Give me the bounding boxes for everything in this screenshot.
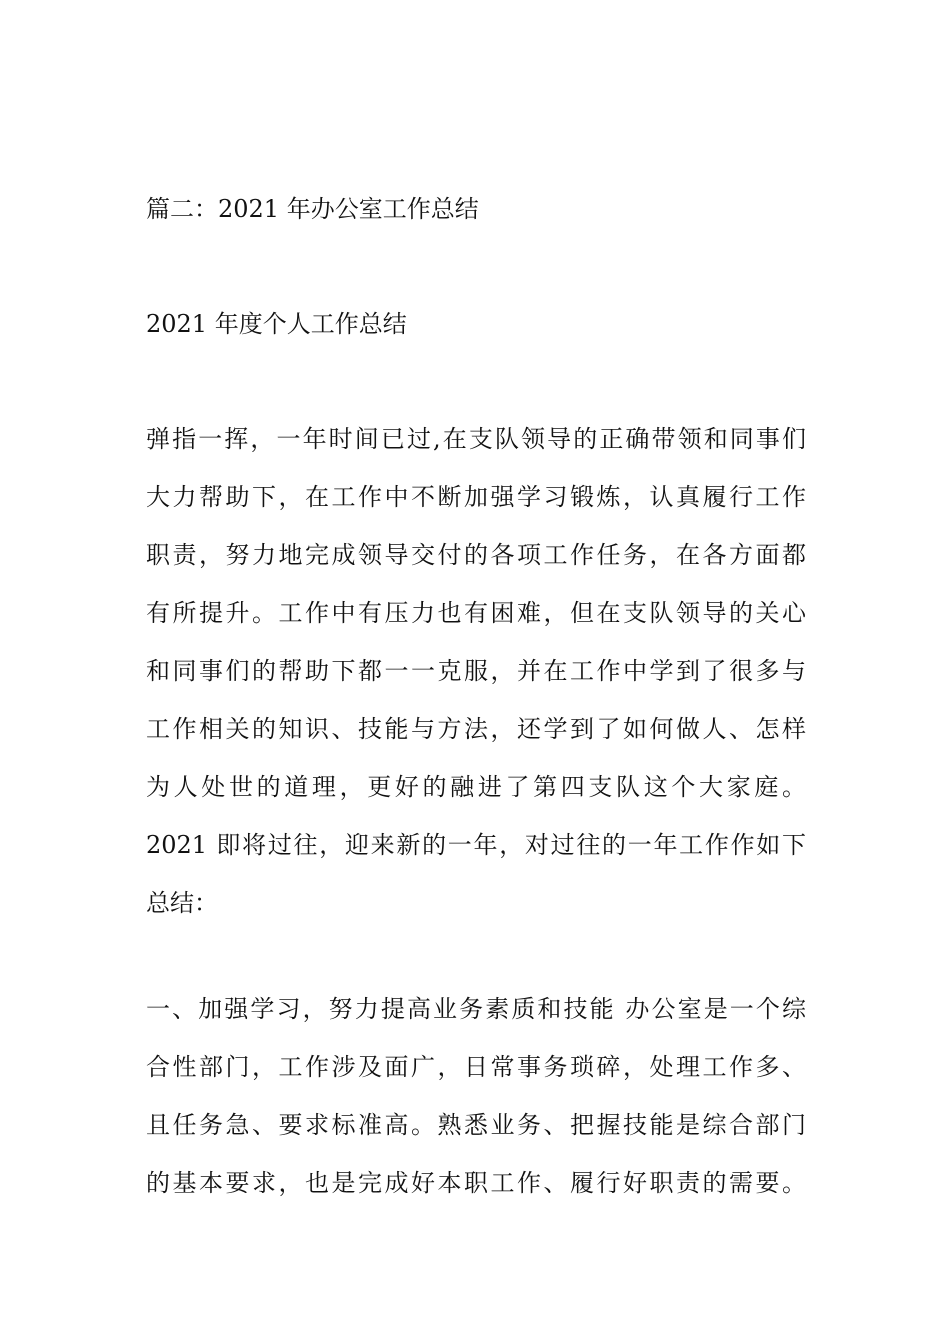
- paragraph-line: 合性部门，工作涉及面广，日常事务琐碎，处理工作多、: [146, 1053, 806, 1081]
- paragraph-line: 一、加强学习，努力提高业务素质和技能 办公室是一个综: [146, 995, 806, 1023]
- paragraph-line: 为人处世的道理，更好的融进了第四支队这个大家庭。: [146, 773, 806, 801]
- document-subheading: 2021 年度个人工作总结: [146, 310, 407, 338]
- paragraph-line: 总结：: [146, 889, 218, 917]
- paragraph-line: 职责，努力地完成领导交付的各项工作任务，在各方面都: [146, 541, 806, 569]
- paragraph-line: 和同事们的帮助下都一一克服，并在工作中学到了很多与: [146, 657, 806, 685]
- paragraph-line: 2021 即将过往，迎来新的一年，对过往的一年工作作如下: [146, 831, 806, 859]
- paragraph-line: 大力帮助下，在工作中不断加强学习锻炼，认真履行工作: [146, 483, 806, 511]
- document-heading: 篇二：2021 年办公室工作总结: [146, 195, 479, 223]
- paragraph-line: 弹指一挥，一年时间已过,在支队领导的正确带领和同事们: [146, 425, 806, 453]
- paragraph-line: 有所提升。工作中有压力也有困难，但在支队领导的关心: [146, 599, 806, 627]
- paragraph-line: 且任务急、要求标准高。熟悉业务、把握技能是综合部门: [146, 1111, 806, 1139]
- paragraph-line: 的基本要求，也是完成好本职工作、履行好职责的需要。: [146, 1169, 806, 1197]
- paragraph-line: 工作相关的知识、技能与方法，还学到了如何做人、怎样: [146, 715, 806, 743]
